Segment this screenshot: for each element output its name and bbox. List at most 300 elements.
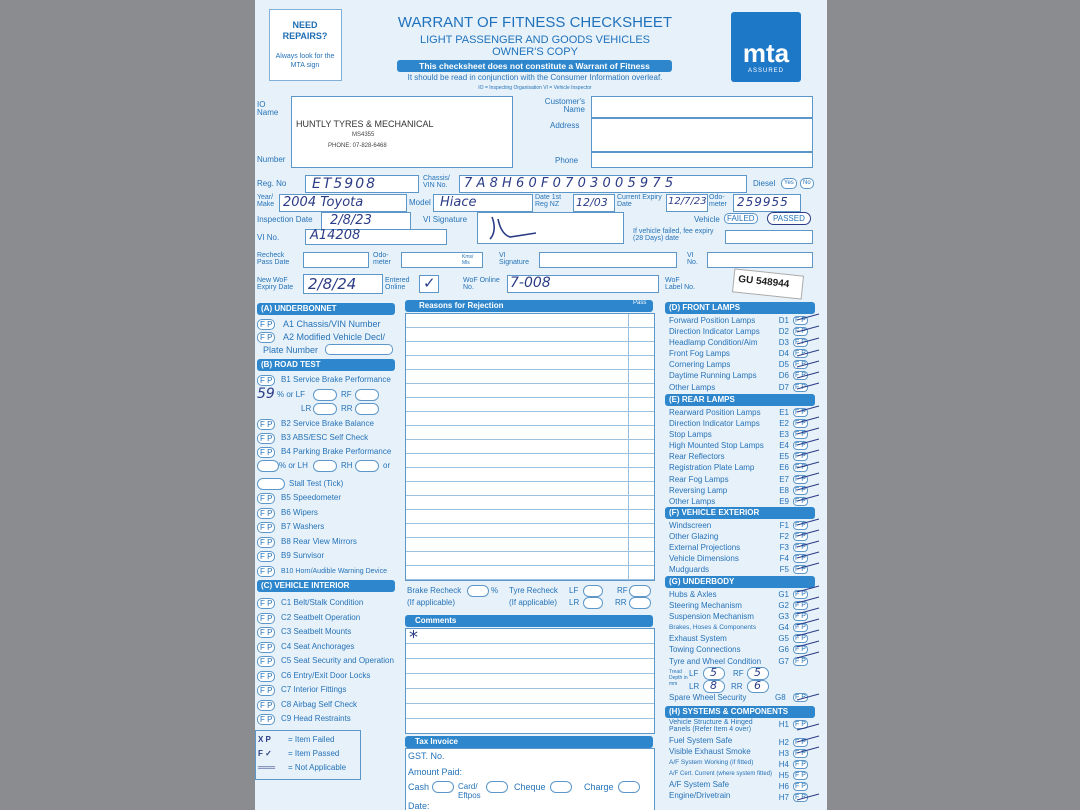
io-code: MS4355 (352, 132, 375, 138)
plate-field[interactable] (325, 344, 393, 355)
vehicle-label: Vehicle (694, 215, 720, 224)
fp-d[interactable]: F P (795, 383, 806, 391)
phone-label: Phone (555, 156, 579, 165)
wof-online-value: 7-008 (510, 275, 551, 291)
recheck-field[interactable] (303, 252, 369, 268)
a1-label: A1 Chassis/VIN Number (283, 319, 381, 329)
diesel-label: Diesel (753, 179, 776, 188)
fp-h[interactable]: F P (795, 772, 806, 780)
fp-c3[interactable]: F P (257, 627, 275, 638)
b1-value: 59 (257, 386, 275, 402)
e-item: Stop Lamps (669, 430, 712, 440)
cheque-option[interactable] (550, 781, 572, 793)
tyre-recheck-label: Tyre Recheck (509, 586, 558, 595)
fp-c6[interactable]: F P (257, 671, 275, 682)
b1-pct-label: % or LF (277, 390, 306, 399)
reasons-header: Reasons for Rejection (405, 300, 653, 312)
brake-recheck-applicable: (If applicable) (407, 598, 456, 607)
g-code: G6 (778, 645, 789, 655)
c5-label: C5 Seat Security and Operation (281, 656, 394, 665)
fp-h[interactable]: F P (795, 739, 806, 746)
g-code: G2 (778, 601, 789, 611)
section-f-codes (773, 520, 789, 575)
vi-no-field[interactable] (305, 229, 447, 245)
customer-name-label: Customer's Name (544, 97, 585, 114)
fp-e[interactable]: F P (795, 431, 806, 439)
fp-d[interactable]: F P (795, 317, 806, 324)
tyre-lf-label: LF (569, 586, 579, 595)
section-a-header: (A) UNDERBONNET (257, 303, 395, 315)
new-wof-label: New WoF Expiry Date (257, 277, 294, 291)
h-item: A/F Cert. Current (where system fitted) (669, 771, 773, 778)
b10-label: B10 Horn/Audible Warning Device (281, 568, 387, 575)
wof-checksheet (255, 0, 827, 810)
e-code: E1 (779, 408, 789, 417)
b1-lr-field[interactable] (313, 403, 337, 415)
fp-e[interactable]: F P (795, 409, 806, 416)
fp-b10[interactable]: F P (257, 566, 275, 577)
card-label: Card/ Eftpos (458, 782, 481, 800)
fp-a2[interactable]: F P (257, 332, 275, 343)
b4-or-label: or (383, 461, 391, 470)
fp-c1[interactable]: F P (257, 598, 275, 609)
d-item: Forward Position Lamps (669, 316, 756, 325)
mta-logo (731, 12, 801, 82)
comments-field[interactable] (405, 628, 655, 734)
e-item: Direction Indicator Lamps (669, 419, 760, 429)
fp-d[interactable]: F P (795, 339, 806, 347)
odo-label: Odo-meter (709, 194, 727, 208)
c2-label: C2 Seatbelt Operation (281, 613, 361, 622)
passed-option[interactable]: PASSED (767, 212, 811, 225)
vi-signature2-label: VI Signature (499, 252, 529, 266)
section-g-header: (G) UNDERBODY (665, 576, 815, 588)
fee-expiry-field[interactable] (725, 230, 813, 244)
g-item: Hubs & Axles (669, 590, 717, 599)
d-code: D2 (778, 327, 789, 337)
b9-label: B9 Sunvisor (281, 551, 325, 560)
tread-lr-value: 8 (710, 679, 717, 692)
h-item: A/F System Working (if fitted) (669, 759, 754, 767)
b8-label: B8 Rear View Mirrors (281, 537, 357, 546)
b2-label: B2 Service Brake Balance (281, 419, 374, 428)
b4-rh-field[interactable] (355, 460, 379, 472)
b1-label: B1 Service Brake Performance (281, 375, 391, 384)
tyre-rf-label: RF (617, 586, 628, 595)
tread-rr-value: 6 (754, 679, 761, 692)
b5-label: B5 Speedometer (281, 493, 342, 502)
stall-test-check[interactable] (257, 478, 285, 490)
tread-lr-label: LR (689, 682, 700, 691)
fp-b7[interactable]: F P (257, 522, 275, 533)
d-item: Headlamp Condition/Aim (669, 338, 758, 348)
g-item: Towing Connections (669, 645, 741, 655)
fp-g[interactable]: F P (795, 646, 806, 654)
brake-recheck-pct: % (491, 586, 499, 595)
cash-label: Cash (408, 782, 430, 792)
need-repairs-text: NEED REPAIRS? (282, 20, 328, 41)
key-passed-symbol: F ✓ (258, 749, 272, 758)
tyre-lr-field[interactable] (583, 597, 603, 609)
fp-f[interactable]: F P (795, 522, 806, 529)
address-field[interactable] (591, 118, 813, 152)
d-code: D3 (778, 338, 789, 348)
vin-label: Chassis/ VIN No. (423, 175, 450, 189)
fp-e[interactable]: F P (795, 420, 806, 428)
fp-g[interactable]: F P (795, 657, 806, 665)
year-make-label: Year/ Make (257, 194, 275, 208)
legend-text: IO = Inspecting Organisation VI = Vehicle Inspector (478, 85, 592, 91)
c8-label: C8 Airbag Self Check (281, 700, 358, 709)
fp-h[interactable]: F P (795, 783, 806, 791)
fp-c9[interactable]: F P (257, 714, 275, 725)
e-code: E7 (779, 474, 789, 484)
vin-value: 7A8H60F0703005975 (464, 176, 678, 191)
e-code: E6 (779, 463, 789, 473)
g-item: Steering Mechanism (669, 601, 742, 611)
reg-field[interactable] (305, 175, 419, 193)
h-code: H7 (778, 793, 789, 803)
section-g-items (669, 589, 761, 667)
customer-name-field[interactable] (591, 96, 813, 118)
h-item: Vehicle Structure & Hinged Panels (Refer Item 4 over) (669, 719, 753, 733)
inspection-date-label: Inspection Date (257, 215, 313, 224)
section-d-header: (D) FRONT LAMPS (665, 302, 815, 314)
fp-h[interactable]: F P (795, 721, 806, 728)
key-box (255, 730, 361, 780)
fp-b5[interactable]: F P (257, 493, 275, 504)
fp-g[interactable]: F P (795, 624, 806, 632)
conjunction-text: It should be read in conjunction with the Consumer Information overleaf. (407, 73, 663, 82)
odo-field[interactable] (733, 194, 801, 212)
g-code: G3 (778, 612, 789, 622)
h-item: A/F System Safe (669, 780, 730, 790)
fp-b4[interactable]: F P (257, 447, 275, 458)
g-code: G7 (778, 656, 789, 666)
g-item: Brakes, Hoses & Components (669, 624, 757, 632)
section-h-header: (H) SYSTEMS & COMPONENTS (665, 706, 815, 718)
g-code: G1 (778, 590, 789, 599)
notice-bar: This checksheet does not constitute a Warrant of Fitness (397, 60, 672, 72)
fp-e[interactable]: F P (795, 475, 806, 483)
fp-b1[interactable]: F P (257, 375, 275, 386)
phone-field[interactable] (591, 152, 813, 168)
e-code: E9 (779, 496, 789, 506)
odo2-label: Odo-meter (373, 252, 391, 266)
io-name-label: IO Name (257, 100, 279, 117)
date1st-field[interactable] (573, 194, 615, 212)
a2-label: A2 Modified Vehicle Decl/ (283, 332, 386, 342)
b6-label: B6 Wipers (281, 508, 318, 517)
fp-c5[interactable]: F P (257, 656, 275, 667)
b3-label: B3 ABS/ESC Self Check (281, 433, 369, 442)
form-title: WARRANT OF FITNESS CHECKSHEET (397, 14, 673, 31)
h-code: H2 (778, 738, 789, 747)
b1-rf-field[interactable] (355, 389, 379, 401)
diesel-no[interactable]: No (800, 178, 814, 189)
tax-invoice-box (405, 748, 655, 810)
f-item: Mudguards (669, 565, 710, 575)
fp-e[interactable]: F P (795, 442, 806, 450)
fp-b8[interactable]: F P (257, 537, 275, 548)
e-code: E5 (779, 452, 789, 462)
fp-b2[interactable]: F P (257, 419, 275, 430)
gst-label: GST. No. (408, 751, 445, 761)
vi-no-label: VI No. (257, 233, 280, 242)
d-item: Daytime Running Lamps (669, 371, 757, 381)
tread-rf-value: 5 (754, 666, 761, 679)
date-label: Date: (408, 801, 430, 810)
recheck-label: Recheck Pass Date (257, 252, 290, 266)
e-item: Other Lamps (669, 496, 716, 506)
mta-logo-sub: ASSURED (747, 68, 784, 74)
model-field[interactable] (433, 194, 533, 212)
km-unit: Kms/ Mls (462, 254, 474, 266)
g-item: Suspension Mechanism (669, 612, 754, 622)
entered-online-mark: ✓ (423, 274, 436, 292)
odo2-field[interactable] (401, 252, 483, 268)
b4-rh-label: RH (341, 461, 353, 470)
tyre-rf-field[interactable] (629, 585, 651, 597)
e-item: High Mounted Stop Lamps (669, 441, 764, 451)
h-code: H4 (778, 760, 789, 770)
c1-label: C1 Belt/Stalk Condition (281, 598, 364, 607)
e-code: E3 (779, 430, 789, 440)
fp-b6[interactable]: F P (257, 508, 275, 519)
g-code: G4 (778, 623, 789, 633)
tread-lf-value: 5 (710, 666, 717, 679)
expiry-field[interactable] (666, 194, 708, 212)
e-item: Rearward Position Lamps (669, 408, 761, 417)
f-code: F4 (779, 554, 789, 564)
fp-f[interactable]: F P (795, 544, 806, 552)
fp-g[interactable]: F P (795, 602, 806, 610)
section-h-items (669, 719, 773, 804)
h-code: H3 (778, 749, 789, 759)
date1st-value: 12/03 (576, 196, 608, 209)
h-code: H1 (778, 720, 789, 729)
fp-c4[interactable]: F P (257, 642, 275, 653)
d-code: D5 (778, 360, 789, 370)
look-for-text: Always look for the MTA sign (275, 53, 335, 69)
section-e-items (669, 407, 764, 507)
g-code: G5 (778, 634, 789, 644)
b7-label: B7 Washers (281, 522, 325, 531)
stall-test-label: Stall Test (Tick) (289, 479, 344, 488)
tread-rr-field[interactable] (747, 680, 769, 693)
mta-logo-text: mta (742, 38, 790, 68)
b4-pct-label: % or LH (279, 461, 308, 470)
tyre-recheck-applicable: (If applicable) (509, 598, 558, 607)
cash-option[interactable] (432, 781, 454, 793)
brake-recheck-field[interactable] (467, 585, 489, 597)
wof-label-sticker (732, 268, 804, 299)
expiry-label: Current Expiry Date (617, 194, 662, 208)
cheque-label: Cheque (514, 782, 546, 792)
tread-rf-label: RF (733, 669, 744, 678)
b1-rr-label: RR (341, 404, 353, 413)
f-code: F5 (779, 565, 789, 575)
fp-f[interactable]: F P (795, 555, 806, 563)
diesel-yes[interactable]: Yes (781, 178, 797, 189)
entered-online-label: Entered Online (385, 277, 410, 291)
brake-recheck-label: Brake Recheck (407, 586, 462, 595)
vin-field[interactable] (459, 175, 747, 193)
h-item: Visible Exhaust Smoke (669, 747, 751, 757)
fp-d[interactable]: F P (795, 350, 806, 358)
tyre-lf-field[interactable] (583, 585, 603, 597)
e-item: Registration Plate Lamp (669, 463, 755, 473)
c3-label: C3 Seatbelt Mounts (281, 627, 352, 636)
address-label: Address (550, 121, 580, 130)
tread-lr-field[interactable] (703, 680, 725, 693)
expiry-value: 12/7/23 (668, 196, 707, 207)
b1-rr-field[interactable] (355, 403, 379, 415)
key-failed-symbol: X P (258, 735, 271, 744)
b4-pct-field[interactable] (257, 460, 279, 472)
fee-expiry-note: If vehicle failed, fee expiry (28 Days) date (633, 228, 714, 242)
fp-g[interactable]: F P (795, 591, 806, 598)
d-code: D6 (778, 371, 789, 381)
card-option[interactable] (486, 781, 508, 793)
charge-option[interactable] (618, 781, 640, 793)
fp-h[interactable]: F P (795, 750, 806, 758)
section-g-codes (773, 589, 789, 667)
f-item: External Projections (669, 543, 741, 553)
e-item: Reversing Lamp (669, 485, 728, 495)
reg-label: Reg. No (257, 179, 287, 188)
tyre-lr-label: LR (569, 598, 580, 607)
fp-a1[interactable]: F P (257, 319, 275, 330)
h-code: H5 (778, 771, 789, 781)
spare-wheel-label: Spare Wheel Security (669, 693, 747, 702)
model-value: Hiace (440, 195, 477, 210)
section-e-codes (773, 407, 789, 507)
e-code: E4 (779, 441, 789, 451)
new-wof-field[interactable] (303, 274, 383, 294)
vi-no-value: A14208 (310, 228, 361, 243)
fp-c8[interactable]: F P (257, 700, 275, 711)
fp-f[interactable]: F P (795, 533, 806, 541)
tax-invoice-header: Tax Invoice (405, 736, 653, 748)
label-no-label: WoF Label No. (665, 277, 695, 291)
b4-label: B4 Parking Brake Performance (281, 447, 392, 456)
wof-label-number: GU 548944 (737, 273, 790, 291)
e-code: E2 (779, 419, 789, 429)
c6-label: C6 Entry/Exit Door Locks (281, 671, 371, 680)
f-code: F2 (779, 532, 789, 542)
io-business-name: HUNTLY TYRES & MECHANICAL (296, 119, 434, 129)
h-item: Fuel System Safe (669, 736, 733, 745)
tread-rr-label: RR (731, 682, 743, 691)
fp-b9[interactable]: F P (257, 551, 275, 562)
h-code: H6 (778, 782, 789, 792)
fp-b3[interactable]: F P (257, 433, 275, 444)
fp-e[interactable]: F P (795, 486, 806, 494)
section-f-header: (F) VEHICLE EXTERIOR (665, 507, 815, 519)
tyre-rr-field[interactable] (629, 597, 651, 609)
comment-asterisk: * (409, 627, 418, 648)
tyre-rr-label: RR (615, 598, 627, 607)
vi-no2-field[interactable] (707, 252, 813, 268)
amount-label: Amount Paid: (408, 767, 463, 777)
f-item: Windscreen (669, 521, 712, 530)
vi-signature2-field[interactable] (539, 252, 677, 268)
vi-signature-field[interactable] (477, 212, 624, 244)
fp-d[interactable]: F P (795, 372, 806, 380)
io-stamp-box (291, 96, 513, 168)
d-code: D4 (778, 349, 789, 359)
fp-e[interactable]: F P (795, 453, 806, 461)
section-c-header: (C) VEHICLE INTERIOR (257, 580, 395, 592)
f-code: F1 (779, 521, 789, 530)
model-label: Model (409, 198, 431, 207)
plate-label: Plate Number (263, 345, 319, 355)
reg-value: ET5908 (312, 176, 378, 192)
d-item: Front Fog Lamps (669, 349, 730, 359)
new-wof-value: 2/8/24 (308, 275, 357, 293)
key-na: = Not Applicable (288, 763, 347, 772)
key-failed: = Item Failed (288, 735, 335, 744)
fp-c7[interactable]: F P (257, 685, 275, 696)
fp-e[interactable]: F P (795, 464, 806, 472)
vi-signature-label: VI Signature (423, 215, 468, 224)
fp-g[interactable]: F P (795, 613, 806, 621)
fp-h[interactable]: F P (795, 794, 806, 802)
io-phone: PHONE: 07-828-6468 (328, 143, 387, 149)
section-f-items (669, 520, 740, 575)
entered-online-check[interactable] (419, 275, 439, 293)
reasons-grid[interactable] (405, 313, 655, 581)
spare-wheel-code: G8 (775, 693, 786, 702)
d-code: D7 (778, 382, 789, 392)
fp-d[interactable]: F P (795, 328, 806, 336)
f-code: F3 (779, 543, 789, 553)
wof-online-field[interactable] (507, 275, 659, 293)
key-na-symbol: ═══ (258, 763, 276, 772)
fp-h[interactable]: F P (795, 761, 806, 769)
b1-lr-label: LR (301, 404, 312, 413)
comments-header: Comments (405, 615, 653, 627)
inspection-date-value: 2/8/23 (330, 213, 372, 228)
d-item: Cornering Lamps (669, 360, 731, 370)
section-e-header: (E) REAR LAMPS (665, 394, 815, 406)
fp-e[interactable]: F P (795, 497, 806, 505)
vi-signature-mark (486, 213, 546, 241)
fp-c2[interactable]: F P (257, 613, 275, 624)
b4-lh-field[interactable] (313, 460, 337, 472)
key-passed: = Item Passed (288, 749, 340, 758)
pass-column-label: Pass (633, 300, 647, 306)
odo-value: 259955 (737, 195, 789, 209)
f-item: Other Glazing (669, 532, 719, 542)
need-repairs-box (269, 9, 342, 81)
fp-g8[interactable]: F P (795, 694, 806, 701)
b1-lf-field[interactable] (313, 389, 337, 401)
section-b-header: (B) ROAD TEST (257, 359, 395, 371)
h-item: Engine/Drivetrain (669, 791, 731, 801)
year-make-field[interactable] (279, 194, 407, 212)
wof-online-label: WoF Online No. (463, 277, 500, 291)
g-item: Tyre and Wheel Condition (669, 656, 762, 666)
failed-option[interactable]: FAILED (724, 213, 758, 224)
c9-label: C9 Head Restraints (281, 714, 351, 723)
d-item: Other Lamps (669, 382, 716, 392)
fp-g[interactable]: F P (795, 635, 806, 643)
fp-d[interactable]: F P (795, 361, 806, 369)
section-d-codes (773, 315, 789, 393)
fp-f[interactable]: F P (795, 566, 806, 574)
